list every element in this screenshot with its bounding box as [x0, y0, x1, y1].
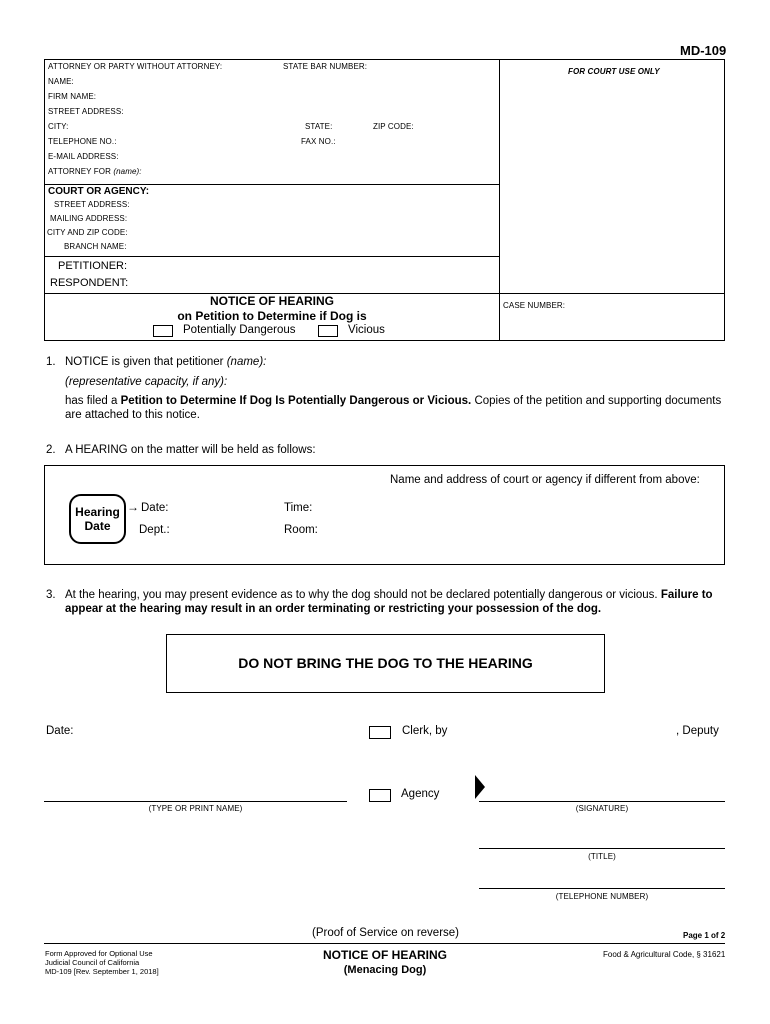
- divider-court: [44, 256, 500, 257]
- hearing-room-field[interactable]: [320, 522, 400, 538]
- attorney-label: ATTORNEY OR PARTY WITHOUT ATTORNEY:: [48, 62, 223, 71]
- phone-sig-label: (TELEPHONE NUMBER): [555, 892, 649, 901]
- court-mailing-label: MAILING ADDRESS:: [50, 214, 128, 223]
- item1-text3-post: Copies of the petition and supporting documents: [474, 395, 722, 407]
- title-line: [479, 848, 725, 849]
- hearing-dept-field[interactable]: [172, 522, 272, 538]
- dangerous-label: Potentially Dangerous: [183, 324, 296, 336]
- badge-line1: Hearing: [75, 505, 120, 519]
- street-field[interactable]: [125, 104, 490, 117]
- warning-box: [166, 634, 605, 693]
- court-city-label: CITY AND ZIP CODE:: [47, 228, 128, 237]
- item3-text1-bold: Failure to: [660, 589, 713, 601]
- vicious-checkbox[interactable]: [318, 325, 338, 337]
- item1-line1: [65, 356, 266, 368]
- hearing-box-title: Name and address of court or agency if different from above:: [390, 474, 700, 486]
- respondent-label: RESPONDENT:: [50, 277, 129, 289]
- item1-line2: (representative capacity, if any):: [65, 376, 228, 388]
- notice-title: NOTICE OF HEARING: [209, 294, 334, 308]
- court-use-label: FOR COURT USE ONLY: [568, 67, 660, 76]
- code-reference: Food & Agricultural Code, § 31621: [603, 950, 726, 959]
- type-name-label: (TYPE OR PRINT NAME): [148, 804, 243, 813]
- clerk-checkbox[interactable]: [369, 726, 391, 739]
- item3-text1: At the hearing, you may present evidence as to why the dog should not be declared potentially dangerous or vicious.: [65, 589, 658, 601]
- proof-of-service: (Proof of Service on reverse): [312, 927, 460, 939]
- room-label: Room:: [284, 524, 318, 536]
- attorney-for-label: [48, 167, 142, 176]
- court-branch-label: BRANCH NAME:: [64, 242, 127, 251]
- hearing-date-badge: [69, 494, 126, 544]
- item3-line2: appear at the hearing may result in an order terminating or restricting your possession of the dog.: [65, 603, 602, 615]
- case-number-label: CASE NUMBER:: [503, 301, 566, 310]
- fax-label: FAX NO.:: [301, 137, 336, 146]
- hearing-date-field[interactable]: [172, 500, 272, 516]
- item1-line3: [65, 395, 721, 407]
- agency-label: Agency: [401, 788, 440, 800]
- title-label: (TITLE): [588, 852, 616, 861]
- item1-number: 1.: [46, 356, 56, 368]
- item1-text3-pre: has filed a: [65, 395, 118, 407]
- item1-note: (name):: [226, 356, 267, 368]
- case-number-field[interactable]: [503, 314, 718, 334]
- footer-subtitle: (Menacing Dog): [343, 964, 427, 976]
- item1-text3-bold: Petition to Determine If Dog Is Potentially Dangerous or Vicious.: [120, 395, 472, 407]
- item1-text1: NOTICE is given that petitioner: [65, 356, 224, 368]
- footer-title: NOTICE OF HEARING: [322, 948, 447, 962]
- item2-text: A HEARING on the matter will be held as follows:: [65, 444, 316, 456]
- court-street-label: STREET ADDRESS:: [54, 200, 130, 209]
- sig-date-field[interactable]: [82, 723, 282, 739]
- attorney-for-text: ATTORNEY FOR: [48, 167, 111, 176]
- sig-date-label: Date:: [46, 725, 74, 737]
- item3-line1: [65, 589, 713, 601]
- deputy-label: , Deputy: [676, 725, 719, 737]
- item3-number: 3.: [46, 589, 56, 601]
- city-label: CITY:: [48, 122, 69, 131]
- date-label: Date:: [141, 502, 169, 514]
- agency-checkbox[interactable]: [369, 789, 391, 802]
- phone-label: TELEPHONE NO.:: [48, 137, 117, 146]
- time-label: Time:: [284, 502, 313, 514]
- badge-line2: Date: [84, 519, 111, 533]
- hearing-time-field[interactable]: [316, 500, 396, 516]
- signature-arrow-icon: [475, 775, 485, 799]
- state-label: STATE:: [305, 122, 333, 131]
- firm-field[interactable]: [100, 89, 490, 102]
- petitioner-label: PETITIONER:: [58, 260, 128, 272]
- item1-line4: are attached to this notice.: [65, 409, 200, 421]
- warning-text: DO NOT BRING THE DOG TO THE HEARING: [238, 655, 533, 671]
- street-label: STREET ADDRESS:: [48, 107, 124, 116]
- type-name-line: [44, 801, 347, 802]
- form-id: MD-109: [680, 43, 727, 58]
- dept-label: Dept.:: [139, 524, 170, 536]
- state-bar-label: STATE BAR NUMBER:: [283, 62, 368, 71]
- vicious-label: Vicious: [348, 324, 385, 336]
- court-title: COURT OR AGENCY:: [48, 186, 150, 197]
- name-label: NAME:: [48, 77, 74, 86]
- approval-line2: Judicial Council of California: [45, 958, 140, 967]
- item2-number: 2.: [46, 444, 56, 456]
- divider-attorney: [44, 184, 500, 185]
- page-number: Page 1 of 2: [683, 931, 726, 940]
- footer-rule: [44, 943, 725, 944]
- signature-label: (SIGNATURE): [575, 804, 629, 813]
- approval-block: [45, 949, 159, 976]
- arrow-icon: →: [127, 500, 139, 514]
- approval-line3: MD-109 [Rev. September 1, 2018]: [45, 967, 159, 976]
- attorney-for-note: (name):: [113, 167, 142, 176]
- signature-line: [479, 801, 725, 802]
- zip-label: ZIP CODE:: [373, 122, 414, 131]
- approval-line1: Form Approved for Optional Use: [45, 949, 153, 958]
- email-label: E-MAIL ADDRESS:: [48, 152, 119, 161]
- firm-label: FIRM NAME:: [48, 92, 97, 101]
- clerk-label: Clerk, by: [402, 725, 448, 737]
- notice-subtitle: on Petition to Determine if Dog is: [177, 309, 367, 323]
- name-field[interactable]: [80, 74, 490, 87]
- phone-line: [479, 888, 725, 889]
- dangerous-checkbox[interactable]: [153, 325, 173, 337]
